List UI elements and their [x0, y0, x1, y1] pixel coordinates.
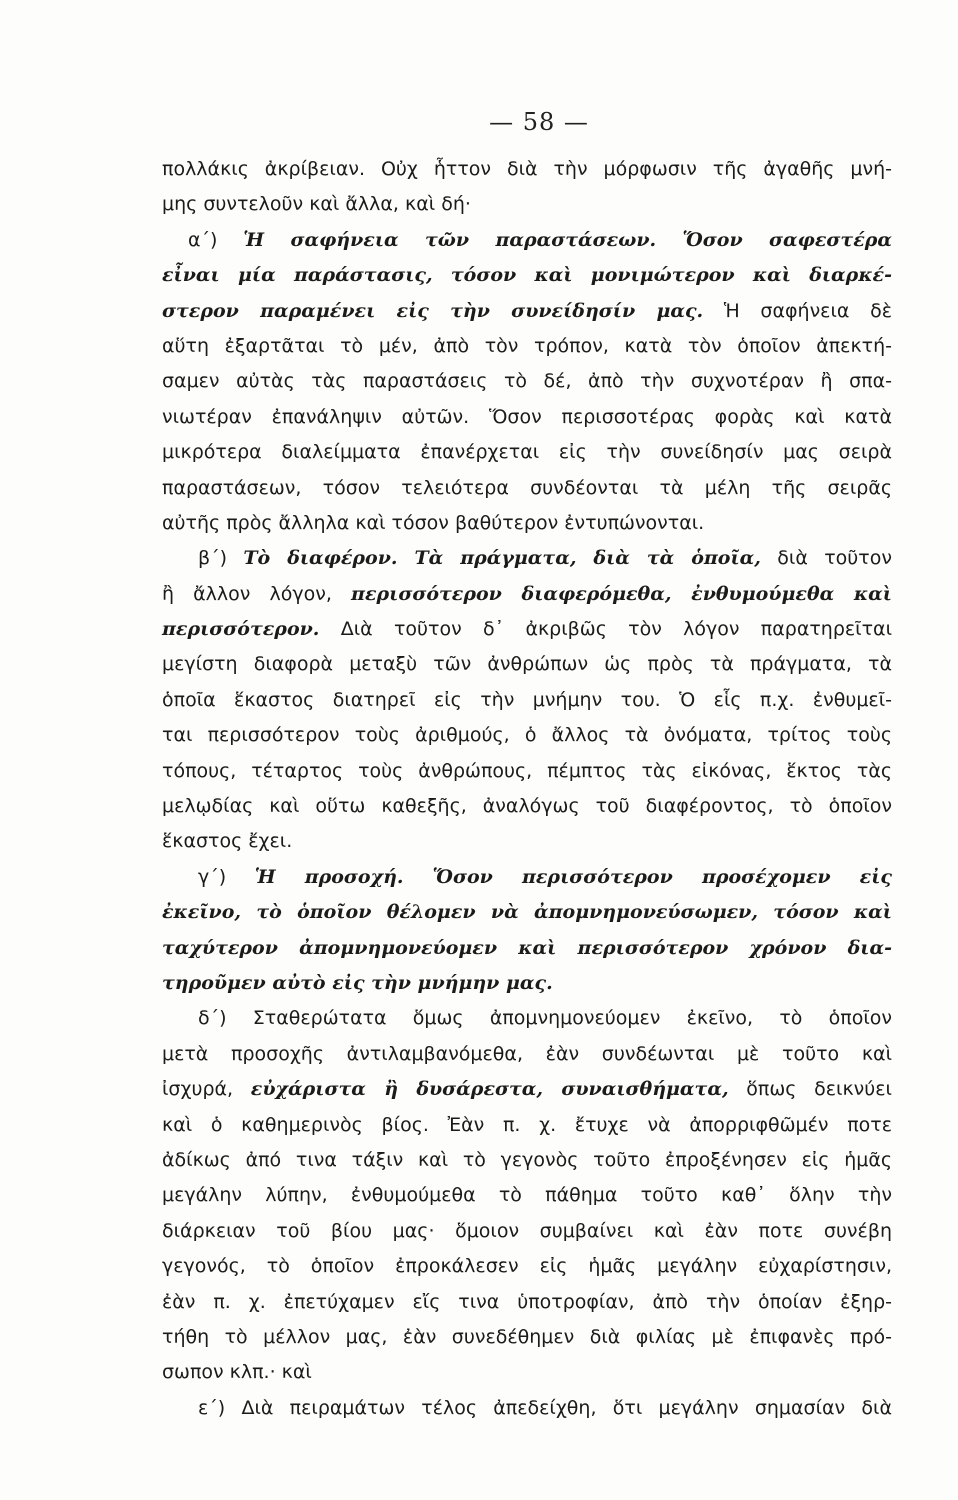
emphasis-text: περισσότερον διαφερόμεθα, ἐνθυμούμεθα καὶ	[351, 582, 892, 605]
text-line	[162, 612, 892, 647]
plain-text: ε΄) Διὰ πειραμάτων τέλος ἀπεδείχθη, ὅτι μεγάλην σημασίαν διὰ	[198, 1396, 892, 1419]
plain-text: παραστάσεων, τόσον τελειότερα συνδέονται τὰ μέλη τῆς σειρᾶς	[162, 476, 892, 499]
emphasis-text: στερον παραμένει εἰς τὴν συνείδησίν μας.	[162, 299, 704, 322]
text-line	[162, 400, 892, 435]
text-line	[162, 471, 892, 506]
plain-text: Ἡ σαφήνεια δὲ	[703, 299, 892, 322]
text-line	[162, 1285, 892, 1320]
text-line	[162, 647, 892, 682]
text-line	[162, 1320, 892, 1355]
text-line	[162, 718, 892, 753]
text-line	[162, 824, 892, 859]
text-line	[162, 329, 892, 364]
plain-text: πολλάκις ἀκρίβειαν. Οὐχ ἧττον διὰ τὴν μόρφωσιν τῆς ἀγαθῆς μνή-	[162, 158, 892, 180]
text-line	[162, 258, 892, 293]
text-line	[162, 1214, 892, 1249]
plain-text: τήθη τὸ μέλλον μας, ἐὰν συνεδέθημεν διὰ φιλίας μὲ ἐπιφανὲς πρό-	[162, 1325, 892, 1348]
plain-text: ται περισσότερον τοὺς ἀριθμούς, ὁ ἄλλος τὰ ὀνόματα, τρίτος τοὺς	[162, 724, 892, 747]
text-line	[162, 931, 892, 966]
text-line	[162, 1072, 892, 1107]
text-line	[162, 1178, 892, 1213]
plain-text: διάρκειαν τοῦ βίου μας· ὅμοιον συμβαίνει καὶ ἐὰν ποτε συνέβη	[162, 1219, 892, 1242]
text-line	[162, 966, 892, 1001]
text-line	[162, 152, 892, 187]
plain-text: ἢ ἄλλον λόγον,	[162, 582, 352, 605]
page-number: — 58 —	[489, 108, 589, 136]
plain-text: δ΄) Σταθερώτατα ὅμως ἀπομνημονεύομεν ἐκεῖνο, τὸ ὁποῖον	[198, 1007, 892, 1030]
text-line	[162, 1001, 892, 1036]
text-line	[162, 1143, 892, 1178]
text-line	[162, 789, 892, 824]
plain-text: σαμεν αὐτὰς τὰς παραστάσεις τὸ δέ, ἀπὸ τὴν συχνοτέραν ἢ σπα-	[162, 370, 892, 393]
text-line	[162, 1037, 892, 1072]
emphasis-text: εἶναι μία παράστασις, τόσον καὶ μονιμώτερον καὶ διαρκέ-	[162, 264, 892, 287]
emphasis-text: Ἡ προσοχή. Ὅσον περισσότερον προσέχομεν εἰς	[254, 865, 892, 888]
plain-text: μικρότερα διαλείμματα ἐπανέρχεται εἰς τὴν συνείδησίν μας σειρὰ	[162, 441, 892, 464]
plain-text: νιωτέραν ἐπανάληψιν αὐτῶν. Ὅσον περισσοτέρας φορὰς καὶ κατὰ	[162, 405, 892, 428]
plain-text: αὕτη ἐξαρτᾶται τὸ μέν, ἀπὸ τὸν τρόπον, κατὰ τὸν ὁποῖον ἀπεκτή-	[162, 334, 892, 357]
plain-text: μετὰ προσοχῆς ἀντιλαμβανόμεθα, ἐὰν συνδέωνται μὲ τοῦτο καὶ	[162, 1042, 892, 1065]
plain-text: Διὰ τοῦτον δ᾽ ἀκριβῶς τὸν λόγον παρατηρεῖται	[319, 618, 892, 641]
emphasis-text: ἐκεῖνο, τὸ ὁποῖον θέλομεν νὰ ἀπομνημονεύσωμεν, τόσον καὶ	[162, 901, 892, 924]
text-line	[162, 1355, 892, 1390]
plain-text: διὰ τοῦτον	[760, 547, 892, 570]
plain-text: αὐτῆς πρὸς ἄλληλα καὶ τόσον βαθύτερον ἐντυπώνονται.	[162, 511, 705, 534]
plain-text: ἐὰν π. χ. ἐπετύχαμεν εἴς τινα ὑποτροφίαν, ἀπὸ τὴν ὁποίαν ἐξηρ-	[162, 1290, 892, 1313]
plain-text: μεγίστη διαφορὰ μεταξὺ τῶν ἀνθρώπων ὡς πρὸς τὰ πράγματα, τὰ	[162, 653, 892, 676]
emphasis-text: ταχύτερον ἀπομνημονεύομεν καὶ περισσότερον χρόνον δια-	[162, 936, 892, 959]
emphasis-text: Ἡ σαφήνεια τῶν παραστάσεων. Ὅσον σαφεστέρα	[243, 228, 892, 251]
plain-text: τόπους, τέταρτος τοὺς ἀνθρώπους, πέμπτος τὰς εἰκόνας, ἕκτος τὰς	[162, 759, 892, 782]
text-line	[162, 435, 892, 470]
plain-text: ὅπως δεικνύει	[728, 1078, 892, 1101]
text-line	[162, 187, 892, 222]
text-line	[162, 1108, 892, 1143]
text-line	[162, 1391, 892, 1426]
text-line	[162, 860, 892, 895]
plain-text: γεγονός, τὸ ὁποῖον ἐπροκάλεσεν εἰς ἡμᾶς μεγάλην εὐχαρίστησιν,	[162, 1255, 892, 1278]
body-text	[162, 152, 892, 1426]
text-line	[162, 506, 892, 541]
emphasis-text: τηροῦμεν αὐτὸ εἰς τὴν μνήμην μας.	[162, 971, 553, 994]
plain-text: μελῳδίας καὶ οὕτω καθεξῆς, ἀναλόγως τοῦ διαφέροντος, τὸ ὁποῖον	[162, 795, 892, 818]
emphasis-text: Τὸ διαφέρον. Τὰ πράγματα, διὰ τὰ ὁποῖα,	[243, 547, 761, 570]
text-line	[162, 541, 892, 576]
plain-text: καὶ ὁ καθημερινὸς βίος. Ἐὰν π. χ. ἔτυχε νὰ ἀπορριφθῶμέν ποτε	[162, 1113, 892, 1136]
text-line	[162, 294, 892, 329]
plain-text: ὁποῖα ἕκαστος διατηρεῖ εἰς τὴν μνήμην του. Ὁ εἷς π.χ. ἐνθυμεῖ-	[162, 688, 892, 711]
plain-text: ἕκαστος ἔχει.	[162, 830, 293, 853]
plain-text: β΄)	[198, 547, 244, 570]
plain-text: ἰσχυρά,	[162, 1078, 251, 1101]
plain-text: σωπον κλπ.· καὶ	[162, 1361, 312, 1384]
text-line	[162, 754, 892, 789]
text-line	[162, 683, 892, 718]
plain-text: ἀδίκως ἀπό τινα τάξιν καὶ τὸ γεγονὸς τοῦτο ἐπροξένησεν εἰς ἡμᾶς	[162, 1148, 892, 1171]
text-line	[162, 895, 892, 930]
emphasis-text: εὐχάριστα ἢ δυσάρεστα, συναισθήματα,	[250, 1078, 729, 1101]
plain-text: μεγάλην λύπην, ἐνθυμούμεθα τὸ πάθημα τοῦτο καθ᾽ ὅλην τὴν	[162, 1184, 892, 1207]
text-line	[162, 577, 892, 612]
text-line	[162, 1249, 892, 1284]
text-line	[162, 223, 892, 258]
plain-text: μης συντελοῦν καὶ ἄλλα, καὶ δή·	[162, 193, 471, 216]
plain-text: α΄)	[188, 228, 244, 251]
plain-text: γ΄)	[198, 865, 255, 888]
text-line	[162, 364, 892, 399]
emphasis-text: περισσότερον.	[162, 618, 320, 641]
